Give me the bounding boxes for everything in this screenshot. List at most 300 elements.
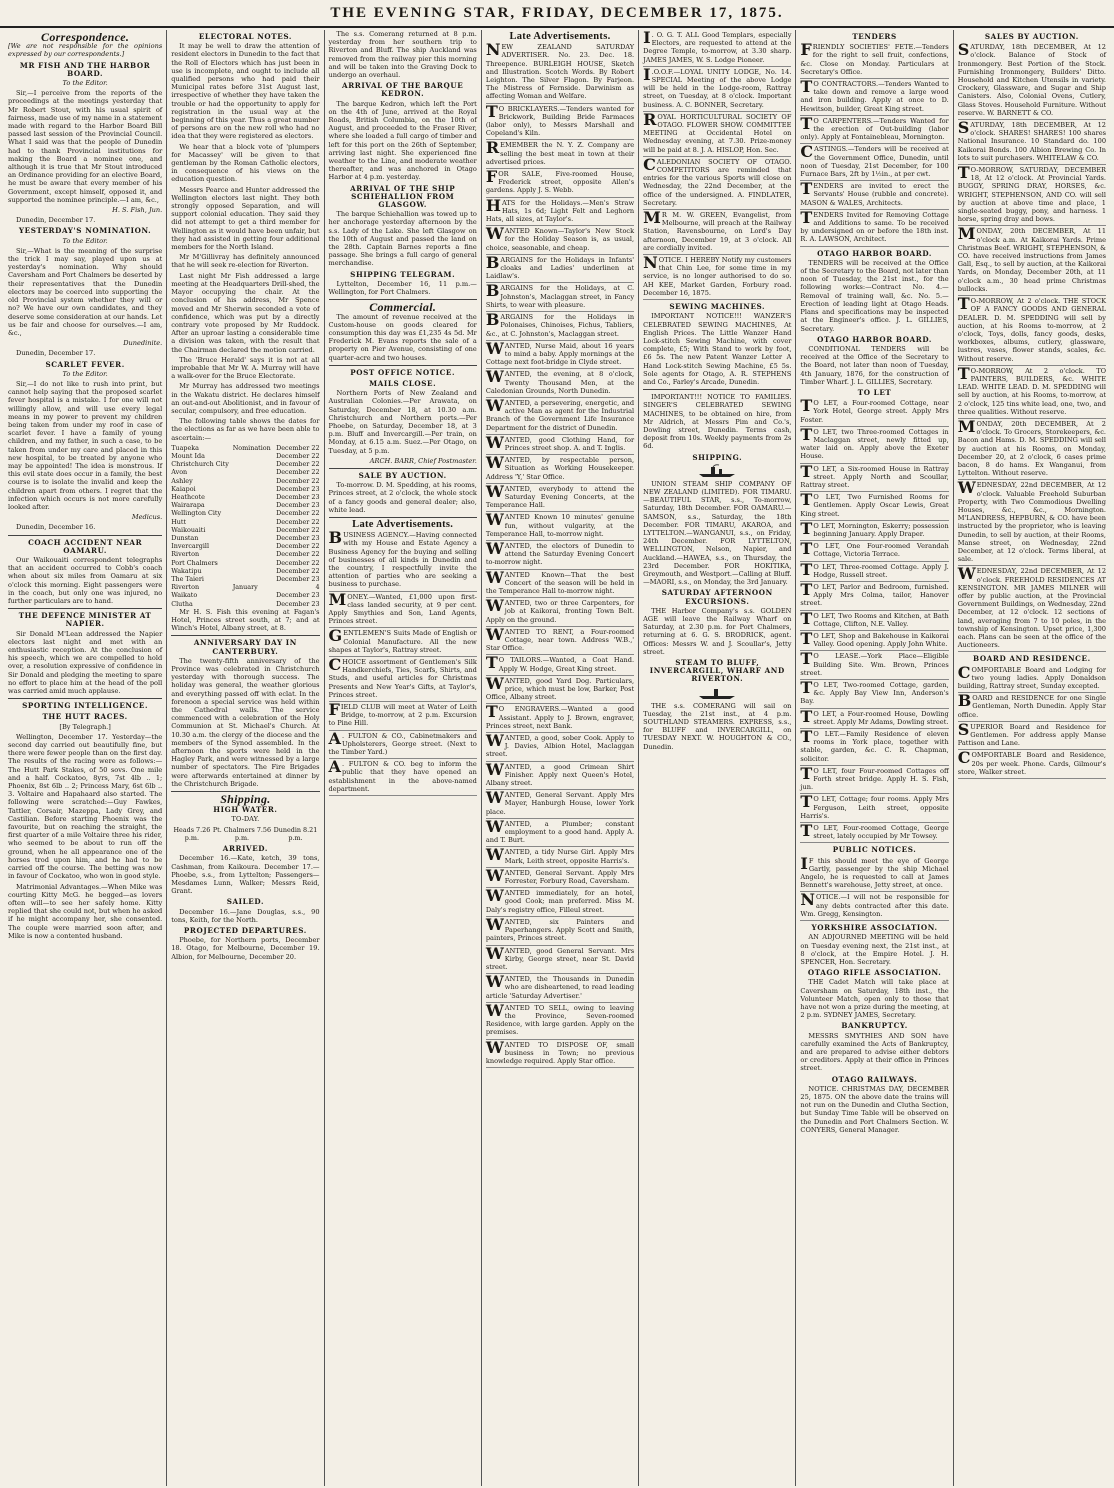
shipping-ads-heading: SHIPPING.: [692, 452, 743, 462]
coach-body: Our Waikouaiti correspondent telegraphs that an accident occurred to Cobb's coach when about six miles from Oamaru at six o'clock this morning. Eight passengers were in the coach, but only one was injured, no further particulars are to hand.: [8, 555, 163, 605]
ad-text: HOICE assortment of Gentlemen's Silk Handkerchiefs, Ties, Scarfs, Shirts, and Studs, and useful articles for Christmas Presents and New Year's Gifts, at Taylor's, Princes street.: [328, 658, 477, 699]
event-cell: [233, 526, 274, 534]
mails-close-heading: MAILS CLOSE.: [369, 378, 437, 388]
ad-text: ANTED, a good Crimean Shirt Finisher. Apply next Queen's Hotel, Albany street.: [485, 762, 635, 788]
ad-text: ANTED, Nurse Maid, about 16 years to mind a baby. Apply mornings at the Cottage next foot-bridge in Clyde street.: [485, 341, 635, 367]
drop-cap: T: [800, 579, 813, 599]
kedron-body: The barque Kedron, which left the Port on the 4th of June, arrived at the Royal Roads, British Columbia, on the 10th of August, and proceeded to the Fraser River, where she loaded a full cargo of timber and left for this port on the 26th of September, arriving last night. She experienced fine weather to the Line, and moderate weather thereafter, and was anchored in Otago Harbor at 4 p.m. yesterday.: [328, 99, 477, 182]
drop-cap: W: [485, 224, 504, 244]
column-6: [796, 30, 953, 1486]
date-cell: December 22: [276, 566, 320, 575]
notice: [643, 109, 792, 157]
drop-cap: F: [485, 167, 498, 187]
advertisement: [486, 140, 634, 169]
event-cell: [233, 485, 274, 493]
bluff-heading: STEAM TO BLUFF, INVERCARGILL, WHARF AND RIVERTON.: [649, 658, 785, 684]
ad-text: O CARPENTERS.—Tenders Wanted for the erection of Out-building (labor only). Apply at Fontainebleau, Mornington.: [800, 116, 949, 142]
sporting-byline: [By Telegraph.]: [59, 722, 111, 731]
ad-text: EW ZEALAND SATURDAY ADVERTISER. No. 23. Dec. 18. Threepence. BURLEIGH HOUSE, Sketch and Illustration. Scotch Words. By Robert Leighton. The Silver Flagon. By Farjeon. The Mistress of Fernside. Darwinism as affecting Woman and Welfare.: [485, 43, 635, 101]
notice: [643, 154, 792, 210]
tenders-heading: TENDERS: [852, 32, 897, 41]
sale-heading: SALE BY AUCTION.: [358, 470, 447, 480]
ad-text: ANTED, by respectable person, Situation as Working Housekeeper. Address 'Y,' Star Office.: [485, 456, 635, 481]
ad-text: ATURDAY, 18th DECEMBER, At 12 o'clock. SHARES! SHARES! 100 shares National Insurance. 10 Standard do. 100 Kaikorai Bonds. 100 Albion Brewing Co. In lots to suit purchasers. WHITELAW & CO.: [957, 121, 1107, 162]
advertisement: [486, 974, 634, 1003]
drop-cap: T: [800, 608, 813, 628]
drop-cap: T: [800, 727, 813, 747]
ad-text: . FULTON & CO. beg to inform the public that they have opened an establishment in the above-named department.: [328, 760, 477, 793]
advertisement: [329, 628, 477, 657]
date-cell: December 23: [276, 599, 320, 608]
event-cell: [233, 518, 274, 526]
ad-text: O LET, Two Furnished Rooms for Gentlemen. Apply Oscar Lewis, Great King street.: [800, 493, 949, 518]
table-row: [171, 534, 319, 542]
date-cell: December 22: [276, 542, 320, 551]
table-row: [171, 477, 319, 485]
table-row: [171, 501, 319, 509]
date-cell: December 22: [276, 460, 320, 469]
drop-cap: A: [328, 757, 341, 777]
tender-notice: [800, 79, 948, 116]
event-cell: [233, 567, 274, 575]
shipping-intro: The s.s. Comerang returned at 8 p.m. yesterday from her southern trip to Riverton and Bluff. The ship Auckland was removed from the railway pier this morning and will be taken into the Graving Dock to undergo an overhaul.: [328, 30, 477, 80]
projected-body: Phoebe, for Northern ports, December 18. Otago, for Melbourne, December 19. Albion, for Melbourne, December 20.: [171, 936, 320, 961]
electorate-cell: Tuapeka: [171, 443, 199, 452]
drop-cap: W: [957, 478, 976, 498]
electorate-cell: Christchurch City: [171, 460, 229, 469]
ad-text: ANTED, good Clothing Hand, for Princes street shop. A. and T. Inglis.: [504, 435, 635, 452]
board-notice: [957, 719, 1107, 751]
drop-cap: T: [800, 490, 813, 510]
ad-text: O LET, a Four-roomed House, Dowling street. Apply Mr Adams, Dowling street.: [813, 709, 949, 726]
public-notices-heading: PUBLIC NOTICES.: [832, 845, 917, 855]
harbor-board-tender: TENDERS will be received at the Office of the Secretary to the Board, not later than noon of Tuesday, the 21st inst., for the following works:—Contract No. 4.—Removal of training wall, &c. No. 5.—Erection of leading light at Otago Heads. Plans and specifications may be inspected at the Engineer's office. J. L. GILLIES, Secretary.: [800, 258, 949, 333]
date-cell: December 23: [276, 484, 320, 493]
advertisement: [485, 252, 635, 284]
drop-cap: T: [485, 702, 498, 722]
drop-cap: T: [957, 163, 970, 183]
board-notice: [957, 662, 1107, 694]
ad-text: O LET, One Four-roomed Verandah Cottage, Victoria Terrace.: [813, 542, 949, 559]
steamship-icon: [643, 464, 791, 478]
drop-cap: M: [328, 589, 347, 609]
advertisement: [485, 481, 635, 513]
late-ads-list: [329, 530, 477, 796]
drop-cap: B: [328, 528, 343, 548]
ad-text: ANTED TO SELL, owing to leaving the Province, Seven-roomed Residence, with large garden. Apply on the premises.: [485, 1003, 635, 1037]
to-let-heading: TO LET: [857, 387, 892, 397]
ad-text: OARD and RESIDENCE for one Single Gentleman, North Dunedin. Apply Star office.: [957, 694, 1107, 719]
advertisement: [485, 624, 635, 656]
ad-text: OYAL HORTICULTURAL SOCIETY OF OTAGO. FLOWER SHOW. COMMITTEE MEETING at Occidental Hotel on Wednesday evening, at 7.30. Prize-money will be paid at 8. J. A. HISLOP, Hon. Sec.: [643, 112, 792, 154]
commercial-heading: Commercial.: [369, 300, 437, 315]
to-let-notice: [800, 763, 949, 795]
ad-text: O LET, Four-roomed Cottage, George street, lately occupied by Mr Towsey.: [813, 824, 949, 841]
drop-cap: I: [800, 853, 808, 873]
electoral-p4: Mr M'Gillivray has definitely announced that he will seek re-election for Riverton.: [171, 253, 320, 270]
drop-cap: T: [800, 461, 813, 481]
electoral-p6: The 'Bruce Herald' says it is not at all improbable that Mr W. A. Murray will have a walk-over for the Bruce Electorate.: [171, 355, 320, 381]
event-cell: [233, 468, 274, 476]
late-ads-heading: Late Advertisements.: [352, 518, 454, 530]
drop-cap: T: [800, 649, 813, 669]
masthead: [0, 0, 1114, 28]
ad-text: ONEY.—Wanted, £1,000 upon first-class landed security, at 9 per cent. Apply Smythies and Son, Land Agents, Princes street.: [328, 592, 477, 626]
drop-cap: W: [485, 673, 504, 693]
drop-cap: C: [957, 748, 971, 768]
event-cell: [233, 559, 274, 567]
to-let-notice: [800, 608, 949, 631]
table-row: [171, 493, 319, 501]
kedron-heading: ARRIVAL OF THE BARQUE KEDRON.: [342, 81, 464, 99]
tender-notice: [800, 113, 949, 145]
divider: [329, 365, 477, 366]
table-row: [171, 559, 319, 567]
date-cell: December 22: [276, 558, 320, 567]
ad-text: OMFORTABLE Board and Residence, 20s per week. Phone. Cards, Gilmour's store, Walker street.: [957, 751, 1107, 776]
drop-cap: W: [485, 845, 504, 865]
ad-text: O LET, a Six-roomed House in Rattray street. Apply North and Scoullar, Rattray street.: [800, 464, 949, 489]
notices-list: [643, 30, 791, 300]
auction-notice: [957, 416, 1107, 480]
divider: [643, 389, 791, 390]
to-let-notice: [800, 461, 949, 493]
to-let-notice: [800, 518, 949, 541]
advertisement: [485, 195, 635, 227]
divider: [8, 608, 162, 609]
drop-cap: I: [643, 30, 651, 47]
ad-text: ANTED, a good, sober Cook. Apply to J. Davies, Albion Hotel, Maclaggan street.: [485, 734, 635, 759]
advertisement: [485, 567, 635, 599]
divider: [8, 698, 162, 699]
drop-cap: G: [328, 626, 343, 646]
table-row: [171, 591, 319, 599]
advertisement: [486, 704, 634, 733]
rifle-heading: OTAGO RIFLE ASSOCIATION.: [807, 968, 942, 978]
drop-cap: F: [800, 40, 812, 60]
telegram-body: Lyttelton, December 16, 11 p.m.—Wellington, for Port Chalmers.: [328, 279, 477, 297]
ad-text: ANTED, good General Servant. Mrs Kirby, George street, near St. David street.: [485, 946, 635, 971]
tide-table: [171, 826, 319, 842]
schiehallion-body: The barque Schiehallion was towed up to her anchorage yesterday afternoon by the s.s. Lady of the Lake. She left Glasgow on the 10th of August and passed the land on the 28th. Captain Barnes reports a fine passage. She brings a full cargo of general merchandise.: [328, 210, 477, 268]
sailed-heading: SAILED.: [226, 897, 265, 907]
auction-notice: [958, 42, 1106, 120]
letter2-place: Dunedin, December 17.: [16, 349, 96, 358]
drop-cap: B: [485, 252, 500, 272]
date-cell: December 22: [276, 468, 320, 477]
electorate-cell: Waikouaiti: [171, 525, 206, 534]
ad-text: O LET.—Family Residence of eleven rooms in York place, together with stable, garden, &c. C. R. Chapman, solicitor.: [800, 730, 949, 763]
event-cell: [233, 591, 274, 599]
ad-text: O LET, four Four-roomed Cottages off Forth street bridge. Apply H. S. Fish, jun.: [800, 766, 949, 792]
advertisement: [486, 226, 634, 255]
electorate-cell: The Taieri: [171, 575, 204, 583]
drop-cap: C: [328, 655, 342, 675]
drop-cap: T: [800, 539, 813, 559]
drop-cap: N: [800, 890, 816, 910]
drop-cap: T: [800, 179, 813, 199]
column-2: [167, 30, 324, 1486]
advertisement: [485, 1037, 635, 1069]
table-row: [171, 600, 319, 608]
letter3-to: To the Editor.: [62, 369, 108, 378]
ad-text: O-MORROW, At 2 o'clock. THE STOCK OF A FANCY GOODS AND GENERAL DEALER. D. M. SPEDDING will sell by auction, at his Rooms to-morrow, at 2 o'clock, Toys, dolls, fancy goods, desks, workboxes, albums, cutlery, glassware, lustres, vases, flower stands, scales, &c. Without reserve.: [957, 297, 1107, 363]
defence-heading: THE DEFENCE MINISTER AT NAPIER.: [18, 611, 152, 629]
ad-text: .O.O.F.—LOYAL UNITY LODGE, No. 14. SPECIAL Meeting of the above Lodge will be held in the Lodge-room, Rattray street, on Tuesday, at 8 o'clock. Important business. A. C. BONNER, Secretary.: [643, 67, 792, 109]
electoral-p3: Messrs Pearce and Hunter addressed the Wellington electors last night. They both strongly opposed Separation, and will support colonial education. They said they did not attempt to get a third member for Wellington as it would have been unfair, but they had assisted in getting four additional members for the North Island.: [171, 185, 320, 252]
electorate-cell: Invercargill: [171, 542, 209, 551]
ad-text: ANTED, General Servant. Apply Mrs Forrester, Forbury Road, Caversham.: [504, 868, 635, 886]
drop-cap: T: [957, 294, 970, 314]
ad-text: R M. W. GREEN, Evangelist, from Melbourne, will preach at the Railway Station, Ravensbourne, on Lord's Day afternoon, December 19, at 3 o'clock. All are cordially invited.: [643, 211, 792, 252]
rifle-notice: THE Cadet Match will take place at Caversham on Saturday, 18th inst., the Volunteer Match, open only to those that have not won a prize during the meeting, at 2 p.m. SYDNEY JAMES, Secretary.: [800, 978, 949, 1020]
drop-cap: W: [485, 816, 504, 836]
drop-cap: W: [485, 972, 504, 992]
ad-text: ENTLEMEN'S Suits Made of English or Colonial Manufacture. All the new shapes at Taylor's, Rattray street.: [328, 629, 477, 654]
to-let-notice: [800, 559, 949, 582]
letter1-to: To the Editor.: [62, 79, 108, 88]
electorate-cell: Port Chalmers: [171, 558, 218, 567]
column-7: [954, 30, 1110, 1486]
to-let-notice: [800, 631, 948, 651]
drop-cap: W: [485, 886, 504, 906]
sporting-body: Wellington, December 17. Yesterday—the second day carried out beautifully fine, but there were fewer people than on the first day. The results of the racing were as follows:— The Hutt Park Stakes, of 50 sovs. One mile and a half. Cockatoo, 8yrs, 7st 4lb .. 1; Phoenix, 8st 6lb .. 2; Princess Mary, 6st 6lb .. 3. Voltaire and Hapahaard also started. The following were scratched:—Guy Fawkes, Tattler, Corsair, Mazeppa, Lady Grey, and Castilian. Before starting Phoenix was the favourite, but on reaching the straight, the first quarter of a mile Voltaire three his rider, who seemed to be about to run off the ground, when he all appearance one of the horses trod upon him, and he had to be carried off the course. The betting was now in favour of Cockatoo, who won in good style.: [8, 732, 163, 881]
letter2-to: To the Editor.: [62, 236, 108, 245]
letter1-place: Dunedin, December 17.: [16, 216, 96, 225]
ad-text: ANTED, everybody to attend the Saturday Evening Concerts, at the Temperance Hall.: [485, 484, 635, 510]
drop-cap: W: [485, 1037, 504, 1057]
electoral-p2: We hear that a block vote of 'plumpers for Macassey' will be given to that gentleman by the Roman Catholic electors, in consequence of his views on the education question.: [171, 142, 320, 184]
event-cell: [233, 493, 274, 501]
board-notice: [958, 750, 1106, 779]
advertisement: [486, 655, 634, 675]
event-cell: [233, 477, 274, 485]
table-row: [171, 575, 319, 583]
tenders-list: [800, 42, 948, 246]
ad-text: O LET, a Four-roomed Cottage, near York Hotel, George street. Apply Mrs Foster.: [800, 399, 949, 424]
drop-cap: N: [485, 40, 501, 60]
table-row: [171, 526, 319, 534]
late-ads-heading: Late Advertisements.: [509, 31, 611, 42]
advertisement: [328, 589, 477, 629]
ad-text: ANTED Known—That the best Concert of the season will be held in the Temperance Hall to-morrow night.: [485, 570, 635, 595]
table-row: [171, 444, 319, 452]
drop-cap: A: [328, 728, 341, 748]
ad-text: ENDERS are invited to erect the Servants' House (rubble and concrete). MASON & WALES, Architects.: [800, 182, 949, 207]
tender-notice: [800, 181, 948, 210]
harbor-board-tender-2: CONDITIONAL TENDERS will be received at the Office of the Secretary to the Board, not later than noon of Tuesday, 4th January, 1876, for the construction of Timber Wharf. J. L. GILLIES, Secretary.: [800, 344, 949, 386]
drop-cap: C: [957, 662, 971, 682]
sailed-body: December 16.—Jane Douglas, s.s., 90 tons, Keith, for the North.: [171, 907, 320, 924]
date-cell: December 23: [276, 591, 320, 600]
arrived-body: December 16.—Kate, ketch, 39 tons, Cashman, from Kaikoura. December 17.—Phoebe, s.s., from Lyttelton; Passengers—Mesdames Lunn, Walker; Messrs Reid, Grant.: [171, 854, 320, 896]
table-row: [171, 460, 319, 468]
advertisement: [486, 512, 634, 541]
ad-text: . O. G. T. ALL Good Templars, especially Electors, are requested to attend at the Degree Temple, to-morrow, at 3.30 sharp. JAMES JAMES, W. S. Lodge Pioneer.: [643, 31, 792, 64]
auction-notice: [958, 165, 1106, 226]
electorate-cell: Waikato: [171, 591, 198, 600]
ad-text: ANTED, the Thousands in Dunedin who are disheartened, to read leading article 'Saturday Advertiser.': [485, 975, 635, 1000]
date-cell: December 23: [276, 533, 320, 542]
drop-cap: T: [485, 653, 498, 673]
electoral-p8: The following table shows the dates for the elections as far as we have been able to ascertain:—: [171, 417, 320, 442]
divider: [329, 468, 477, 469]
drop-cap: B: [957, 691, 972, 711]
ad-text: ARGAINS for the Holidays, at C. Johnston's, Maclaggan street, in Fancy Shirts, to wear with pleasure.: [485, 284, 635, 309]
public-notice: [800, 853, 949, 893]
shipping-heading: Shipping.: [220, 792, 271, 807]
drop-cap: S: [957, 719, 970, 739]
date-cell: December 22: [276, 525, 320, 534]
masthead-title: THE EVENING STAR, FRIDAY, DECEMBER 17, 1875.: [330, 4, 784, 21]
table-row: [171, 485, 319, 493]
to-let-notice: [800, 794, 948, 823]
advertisement: [485, 432, 635, 455]
notice: [643, 30, 791, 67]
drop-cap: T: [800, 678, 813, 698]
drop-cap: W: [485, 865, 504, 885]
steamship-icon: [643, 686, 791, 700]
event-cell: [233, 600, 274, 608]
table-row: [171, 583, 319, 591]
drop-cap: T: [800, 763, 813, 783]
electoral-p7: Mr Murray has addressed two meetings in the Wakatu district. He declares himself an out-and-out Abolitionist, and in favour of secular, compulsory, and free education.: [171, 382, 320, 415]
drop-cap: S: [957, 118, 970, 138]
ad-text: O LET, two Three-roomed Cottages in Maclaggan street, newly fitted up, water laid on. Apply above the Exeter House.: [800, 427, 949, 461]
ad-text: OMFORTABLE Board and Lodging for two young ladies. Apply Donaldson building, Rattray street, Sunday excepted.: [957, 665, 1107, 691]
drop-cap: N: [643, 253, 658, 273]
drop-cap: F: [328, 700, 340, 720]
ad-text: OTICE. I HEREBY Notify my customers that Chin Lee, for some time in my service, is no longer authorised to do so. AH KEE, Market Garden, Forbury road. December 16, 1875.: [643, 256, 792, 297]
table-row: [171, 452, 319, 460]
drop-cap: T: [800, 821, 813, 841]
schiehallion-heading: ARRIVAL OF THE SHIP SCHIEHALLION FROM GLASGOW.: [350, 183, 456, 210]
letter2-heading: YESTERDAY'S NOMINATION.: [18, 226, 152, 236]
advertisement: [485, 943, 635, 975]
letter1-sig: H. S. Fish, Jun.: [112, 206, 163, 215]
event-cell: [233, 501, 274, 509]
advertisement: [329, 702, 477, 731]
bluff-ad: THE s.s. COMERANG will sail on Tuesday, the 21st inst., at 4 p.m. SOUTHLAND STEAMERS. EXPRESS, s.s., for BLUFF and INVERCARGILL, on TUESDAY NEXT. W. HOUGHTON & CO., Dunedin.: [643, 701, 792, 751]
advertisement: [485, 538, 635, 570]
divider: [329, 517, 477, 518]
drop-cap: W: [485, 624, 504, 644]
drop-cap: C: [643, 154, 656, 174]
letter2-body: Sir,—What is the meaning of the surprise the trick I may say, played upon us at yesterday's nomination. Why should Caversham and Port Chalmers be deserted by their representatives that the Dunedin electors may be coerced into supporting the old Provincial system whether they will or no? We have our own candidates, and they deserve some consideration at our hands. Let us be fair and choose for ourselves.—I am, &c.,: [8, 246, 163, 337]
date-cell: December 22: [276, 476, 320, 485]
table-row: [171, 509, 319, 517]
to-let-notice: [800, 579, 949, 611]
ad-text: ANTED Known 10 minutes' genuine fun, without vulgarity, at the Temperance Hall, to-morrow night.: [485, 513, 635, 538]
advertisement: [486, 847, 634, 867]
drop-cap: M: [957, 416, 976, 436]
high-water-heading: HIGH WATER.: [213, 805, 278, 815]
electorate-cell: Riverton: [171, 550, 200, 559]
drop-cap: B: [485, 310, 500, 330]
letter3-body: Sir,—I do not like to rush into print, but cannot help saying that the proposed scarlet fever hospital is a mistake. I for one will not willingly allow, and will use every legal means in my power to prevent my children being taken from under my roof in case of scarlet fever. I have a family of young children, and my father, in such a case, to be taken from under my care and placed in this new hospital, to be treated by anyone who may be appointed! The idea is monstrous. If this evil state does occur in a family, the best course is to isolate the invalid and keep the children apart from others. I regret that the infection which occurs is not more carefully looked after.: [8, 379, 163, 511]
classified-ads-list: [486, 42, 634, 1068]
ad-text: ANTED, a persevering, energetic, and active Man as agent for the Industrial Branch of the Government Life Insurance Department for the district of Dunedin.: [485, 398, 635, 432]
advertisement: [485, 914, 635, 946]
ad-text: ENDERS Invited for Removing Cottage and Additions to same. To be received by undersigned on or before the 18th inst. R. A. LAWSON, Architect.: [800, 210, 949, 244]
electorate-cell: Mount Ida: [171, 451, 205, 460]
advertisement: [485, 101, 635, 141]
ad-text: O BRICKLAYERS.—Tenders wanted for Brickwork, Building Bride Farmaces (labor only), to Messrs Marshall and Copeland's Kiln.: [485, 104, 635, 138]
advertisement: [329, 759, 477, 796]
to-let-notice: [800, 424, 949, 464]
electorate-cell: Wellington City: [171, 509, 222, 518]
excursion-heading: SATURDAY AFTERNOON EXCURSIONS.: [661, 588, 773, 606]
electorate-cell: Hutt: [171, 517, 187, 526]
drop-cap: W: [485, 788, 504, 808]
drop-cap: M: [957, 224, 976, 244]
drop-cap: W: [485, 538, 504, 558]
ad-text: O LET, Cottage; four rooms. Apply Mrs Ferguson, Leith street, opposite Harris's.: [800, 795, 949, 820]
tender-notice: [800, 144, 948, 181]
ad-text: O LET, Mornington, Eskerry; possession beginning January. Apply Draper.: [813, 521, 949, 538]
electorate-cell: Wairarapa: [171, 501, 205, 510]
drop-cap: T: [800, 396, 813, 416]
ad-text: OTICE.—I will not be responsible for any debts contracted after this date. Wm. Gregg, Kensington.: [800, 893, 949, 918]
table-row: [171, 518, 319, 526]
ad-text: ANTED Known—Taylor's New Stock for the Holiday Season is, as usual, choice, seasonable, and cheap.: [485, 227, 635, 252]
board-heading: BOARD AND RESIDENCE.: [973, 654, 1091, 664]
ad-text: USINESS AGENCY.—Having connected with my House and Estate Agency a Business Agency for the buying and selling of businesses of all kinds in Dunedin and the country, I respectfully invite the attention of parties who are seeking a business to purchase.: [328, 531, 477, 589]
ad-text: ANTED, a tidy Nurse Girl. Apply Mrs Mark, Leith street, opposite Harris's.: [504, 848, 635, 865]
auction-notice: [958, 480, 1106, 566]
drop-cap: W: [957, 564, 976, 584]
union-steam-ad: UNION STEAM SHIP COMPANY OF NEW ZEALAND (LIMITED). FOR TIMARU.—BEAUTIFUL STAR, s.s., To-morrow, Saturday, 18th December. FOR OAMARU.—SAMSON, s.s., Saturday, the 18th December. FOR TIMARU, AKAROA, and LYTTELTON.—WANGANUI, s.s., on Friday, 24th December. FOR LYTTELTON, WELLINGTON, Nelson, Napier, and Auckland.—HAWEA, s.s., on Thursday, the 23rd December. FOR HOKITIKA, Greymouth, and Westport.—Calling at Bluff.—MAORI, s.s., on Monday, the 3rd January.: [643, 479, 792, 587]
ad-text: ANTED, a Plumber; constant employment to a good hand. Apply A. and T. Burt.: [485, 819, 635, 845]
arrived-heading: ARRIVED.: [222, 844, 268, 854]
electorate-cell: Riverton: [171, 583, 200, 592]
bankruptcy-notice: MESSRS SMYTHIES AND SON have carefully examined the Acts of Bankruptcy, and are prepared to advise either debtors or creditors. Apply at their office in Princes street.: [800, 1031, 949, 1073]
auction-notice: [958, 566, 1106, 652]
event-cell: [233, 550, 274, 558]
date-cell: December 22: [276, 509, 320, 518]
drop-cap: W: [485, 481, 504, 501]
letter3-heading: SCARLET FEVER.: [45, 359, 125, 369]
ad-text: O LEASE.—York Place—Eligible Building Site. Wm. Brown, Princes street.: [800, 652, 949, 677]
auction-notice: [958, 226, 1106, 296]
advertisement: [485, 865, 635, 888]
ad-text: O LET, Two Rooms and Kitchen, at Bath Cottage, Clifton, N.E. Valley.: [813, 611, 949, 628]
ad-text: O LET, Parlor and Bedroom, furnished. Apply Mrs Colma, tailor, Hanover street.: [800, 582, 949, 608]
railways-notice: NOTICE. CHRISTMAS DAY, DECEMBER 25, 1875. ON the above date the trains will not run on the Dunedin and Clutha Section, but Sunday Time Table will be observed on the Dunedin and Port Chalmers Section. W. CONYERS, General Manager.: [800, 1084, 949, 1134]
auction-list: [958, 42, 1106, 652]
date-cell: December 22: [276, 443, 320, 452]
ad-text: O-MORROW, At 2 o'clock. TO PAINTERS, BUILDERS, &c. WHITE LEAD. WHITE LEAD. D. M. SPEDDING will sell by auction, at his Rooms, to-morrow, at 2 o'clock, 125 tins white lead, one, two, and three qualities. Without reserve.: [957, 366, 1107, 416]
advertisement: [486, 455, 634, 484]
railways-heading: OTAGO RAILWAYS.: [831, 1074, 918, 1084]
letter1-heading: MR FISH AND THE HARBOR BOARD.: [19, 60, 151, 78]
to-let-notice: [800, 729, 948, 766]
drop-cap: T: [800, 518, 813, 538]
ad-text: ALEDONIAN SOCIETY OF OTAGO. COMPETITORS are reminded that entries for the various Sports will close on Wednesday, the 22nd December, at the office of the undersigned. A. FINDLATER, Secretary.: [643, 157, 792, 207]
drop-cap: R: [643, 109, 657, 129]
advertisement: [486, 169, 634, 198]
sporting-heading: SPORTING INTELLIGENCE.: [22, 701, 149, 711]
correspondence-heading: Correspondence.: [41, 30, 130, 44]
meetings-notice: Mr H. S. Fish this evening at Fagan's Hotel, Princes street south, at 7; and at Winch's Hotel, Albany street, at 8.: [171, 607, 320, 633]
event-cell: [233, 575, 274, 583]
ad-text: ANTED, good Yard Dog. Particulars, price, which must be low, Barker, Post Office, Albany street.: [485, 676, 635, 702]
postoffice-sig: ARCH. BARR, Chief Postmaster.: [369, 456, 477, 465]
elections-table: [171, 444, 319, 608]
drop-cap: T: [800, 113, 813, 133]
date-cell: December 23: [276, 492, 320, 501]
column-1: [4, 30, 167, 1486]
